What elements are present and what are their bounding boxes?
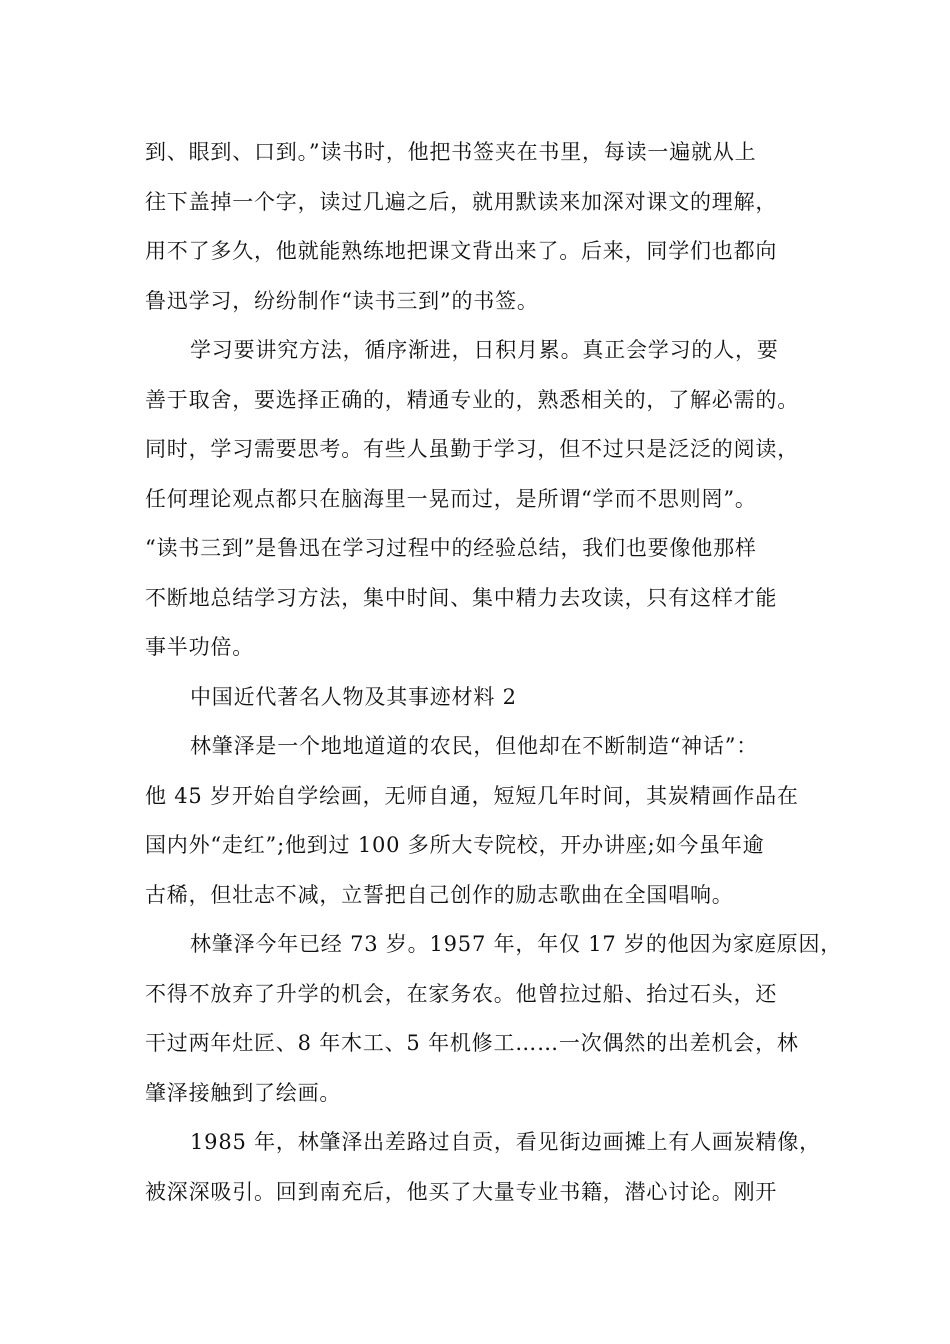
text-line: 古稀，但壮志不减，立誓把自己创作的励志歌曲在全国唱响。 [145, 882, 734, 907]
section-heading: 中国近代著名人物及其事迹材料 2 [190, 684, 517, 709]
text-line: 鲁迅学习，纷纷制作“读书三到”的书签。 [145, 288, 539, 313]
paragraph-first-line: 林肇泽是一个地地道道的农民，但他却在不断制造“神话”： [190, 734, 759, 758]
paragraph-first-line: 1985 年，林肇泽出差路过自贡，看见街边画摊上有人画炭精像， [190, 1130, 821, 1154]
text-line: 不得不放弃了升学的机会，在家务农。他曾拉过船、抬过石头，还 [145, 981, 778, 1006]
text-line: 不断地总结学习方法，集中时间、集中精力去攻读，只有这样才能 [145, 585, 778, 610]
text-line: 干过两年灶匠、8 年木工、5 年机修工……一次偶然的出差机会，林 [145, 1031, 799, 1055]
text-line: 事半功倍。 [145, 635, 254, 659]
text-line: 用不了多久，他就能熟练地把课文背出来了。后来，同学们也都向 [145, 239, 778, 263]
text-line: 同时，学习需要思考。有些人虽勤于学习，但不过只是泛泛的阅读， [145, 437, 799, 461]
paragraph-first-line: 林肇泽今年已经 73 岁。1957 年，年仅 17 岁的他因为家庭原因， [190, 932, 843, 956]
text-line: “读书三到”是鲁迅在学习过程中的经验总结，我们也要像他那样 [145, 536, 757, 560]
text-line: 任何理论观点都只在脑海里一晃而过，是所谓“学而不思则罔”。 [145, 486, 757, 511]
text-line: 他 45 岁开始自学绘画，无师自通，短短几年时间，其炭精画作品在 [145, 783, 799, 808]
paragraph-first-line: 学习要讲究方法，循序渐进，日积月累。真正会学习的人，要 [190, 338, 779, 362]
text-line: 国内外“走红”;他到过 100 多所大专院校，开办讲座;如今虽年逾 [145, 833, 765, 857]
text-line: 被深深吸引。回到南充后，他买了大量专业书籍，潜心讨论。刚开 [145, 1179, 778, 1204]
text-line: 往下盖掉一个字，读过几遍之后，就用默读来加深对课文的理解， [145, 189, 778, 214]
text-line: 肇泽接触到了绘画。 [145, 1080, 342, 1105]
text-line: 到、眼到、口到。”读书时，他把书签夹在书里，每读一遍就从上 [145, 140, 757, 164]
text-line: 善于取舍，要选择正确的，精通专业的，熟悉相关的，了解必需的。 [145, 387, 799, 412]
document-body [145, 128, 843, 1217]
